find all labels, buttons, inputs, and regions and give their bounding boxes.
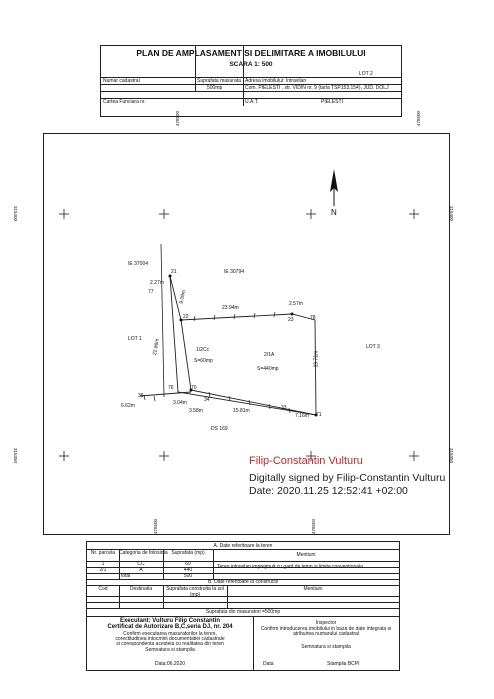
col-nr-parcela: Nr. parcela xyxy=(90,550,116,556)
col-suprafata: Suprafata (mp) xyxy=(171,550,205,556)
label-ds-169: DS 169 xyxy=(211,426,228,432)
row2-supr: 440 xyxy=(183,567,193,573)
point-22: 22 xyxy=(183,314,189,320)
point-77: 77 xyxy=(148,289,154,295)
executant-data: Data:06.2020 xyxy=(154,661,186,667)
row1-supr: 60 xyxy=(185,561,191,567)
col-mentiuni-b: Mentiuni xyxy=(303,586,323,592)
dim-3-58: 3.58m xyxy=(189,408,203,414)
dim-9-09: 9.09m xyxy=(178,289,188,305)
coord-top-left: 478500 xyxy=(175,110,181,127)
label-ie-30794: IE 30794 xyxy=(224,269,245,275)
inspector-text-2: atribuirea numarului cadastral xyxy=(293,631,359,637)
suprafata-value: 500mp xyxy=(207,85,223,91)
parcel-2-label: 2/1A xyxy=(264,352,275,358)
data-table xyxy=(86,541,400,671)
label-lot-3: LOT 3 xyxy=(366,344,380,350)
coord-right-bottom: 315350 xyxy=(449,447,455,464)
point-34: 34 xyxy=(204,397,210,403)
plan-title: PLAN DE AMPLASAMENT SI DELIMITARE A IMOBILULUI xyxy=(136,48,366,58)
dim-2-57: 2.57m xyxy=(289,301,303,307)
coord-bottom-right: 478550 xyxy=(311,518,317,535)
header-table xyxy=(100,45,402,117)
signature-name: Filip-Constantin Vulturu xyxy=(249,455,363,467)
coord-left-bottom: 315350 xyxy=(13,447,19,464)
section-a-title: A. Date referitoare la teren xyxy=(213,543,273,549)
col-destinatia: Destinatia xyxy=(129,586,153,592)
total-value: 500 xyxy=(183,573,193,579)
point-78: 78 xyxy=(310,315,316,321)
executant-semnatura: Semnatura si stampila xyxy=(145,647,195,653)
total-label: Total xyxy=(119,573,131,579)
dim-7-16: 7.16m xyxy=(295,413,309,419)
point-76: 76 xyxy=(168,385,174,391)
point-23: 23 xyxy=(288,317,294,323)
point-70: 70 xyxy=(191,385,197,391)
uat-label: U.A.T. xyxy=(245,99,259,105)
adresa-value: Com. PIELESTI , str. VIDIN nr. 9 (tarla TSP153,154), JUD. DOLJ xyxy=(245,85,389,91)
point-21: 21 xyxy=(171,269,177,275)
section-b-title: B. Date referitoare la constructii xyxy=(207,579,279,585)
suprafata-masurata: Suprafata din masuratori =500mp xyxy=(205,609,281,615)
label-lot-1: LOT 1 xyxy=(128,336,142,342)
dim-22-86: 22.86m xyxy=(151,338,161,356)
inspector-data: Data xyxy=(263,661,274,667)
signature-date: Date: 2020.11.25 12:52:41 +02:00 xyxy=(249,485,408,497)
label-ie-37004: IE 37004 xyxy=(128,261,149,267)
col-cod: Cod xyxy=(98,586,108,592)
point-71: 71 xyxy=(316,412,322,418)
plan-scale: SCARA 1: 500 xyxy=(229,61,273,68)
grid-crosses xyxy=(59,209,419,461)
executant-text-1: Confirm executarea masuratorilor la teren, xyxy=(123,631,217,637)
col-mentiuni: Mentiuni xyxy=(296,552,316,558)
executant-text-3: si corespondenta acesteia cu realitatea din teren xyxy=(116,641,224,647)
dim-19-71: 19.71m xyxy=(313,350,320,368)
executant-certificat: Certificat de Autorizare B,C,seria DJ, nr. 204 xyxy=(107,624,233,630)
north-label: N xyxy=(331,208,337,217)
parcel-1-label: 1/2Cc xyxy=(196,347,210,353)
dim-2-27: 2.27m xyxy=(150,280,164,286)
uat-value: PIELESTI xyxy=(321,99,343,105)
inspector-title: Inspector xyxy=(315,620,337,626)
nr-cadastral-header: Numar cadastral xyxy=(103,78,140,84)
parcel-2-area: S=440mp xyxy=(257,366,279,372)
row1-nr: 1 xyxy=(101,561,105,567)
carte-funciara-label: Cartea Funciara nr. xyxy=(103,99,146,105)
signature-signed-by: Digitally signed by Filip-Constantin Vulturu xyxy=(249,472,446,484)
coord-right-mid: 315400 xyxy=(449,205,455,222)
executant-text-2: corectitudinea intocmirii documentatiei cadastrale xyxy=(115,636,225,642)
lot-label: LOT 2 xyxy=(359,71,373,77)
dim-23-94: 23.94m xyxy=(222,305,239,311)
inspector-stampila: Stampila BCPI xyxy=(327,661,360,667)
executant-title: Executant: Vulturu Filip Constantin xyxy=(119,618,221,624)
row2-nr: 2/1 xyxy=(99,567,107,573)
coord-top-right: 478500 xyxy=(416,110,422,127)
inspector-text-1: Confirm introducerea imobilului in baza de date integrata si xyxy=(260,626,392,632)
coord-bottom-left: 478500 xyxy=(153,518,159,535)
north-arrow-icon xyxy=(330,169,338,206)
row2-cat: A xyxy=(139,567,143,573)
coord-left-mid: 315400 xyxy=(13,205,19,222)
suprafata-header: Suprafata masurata xyxy=(197,78,241,84)
point-33: 33 xyxy=(281,405,287,411)
row1-cat: CC xyxy=(137,561,145,567)
parcel-1-area: S=60mp xyxy=(194,358,213,364)
adresa-header: Adresa imobilului: Intravilan xyxy=(245,78,307,84)
dim-3-04: 3.04m xyxy=(173,400,187,406)
col-categoria: Categoria de folosinta xyxy=(119,550,168,556)
point-35: 35 xyxy=(138,393,144,399)
mentiuni-teren: Teren intravilan imprejmuit cu gard de lemn si limita conventionala xyxy=(217,564,363,570)
dim-15-81: 15.81m xyxy=(233,408,250,414)
inspector-semnatura: Semnatura si stampila xyxy=(301,644,351,650)
dim-6-62: 6.62m xyxy=(121,403,135,409)
col-suprafata-constr: Suprafata construita la sol (mp) xyxy=(166,586,224,598)
